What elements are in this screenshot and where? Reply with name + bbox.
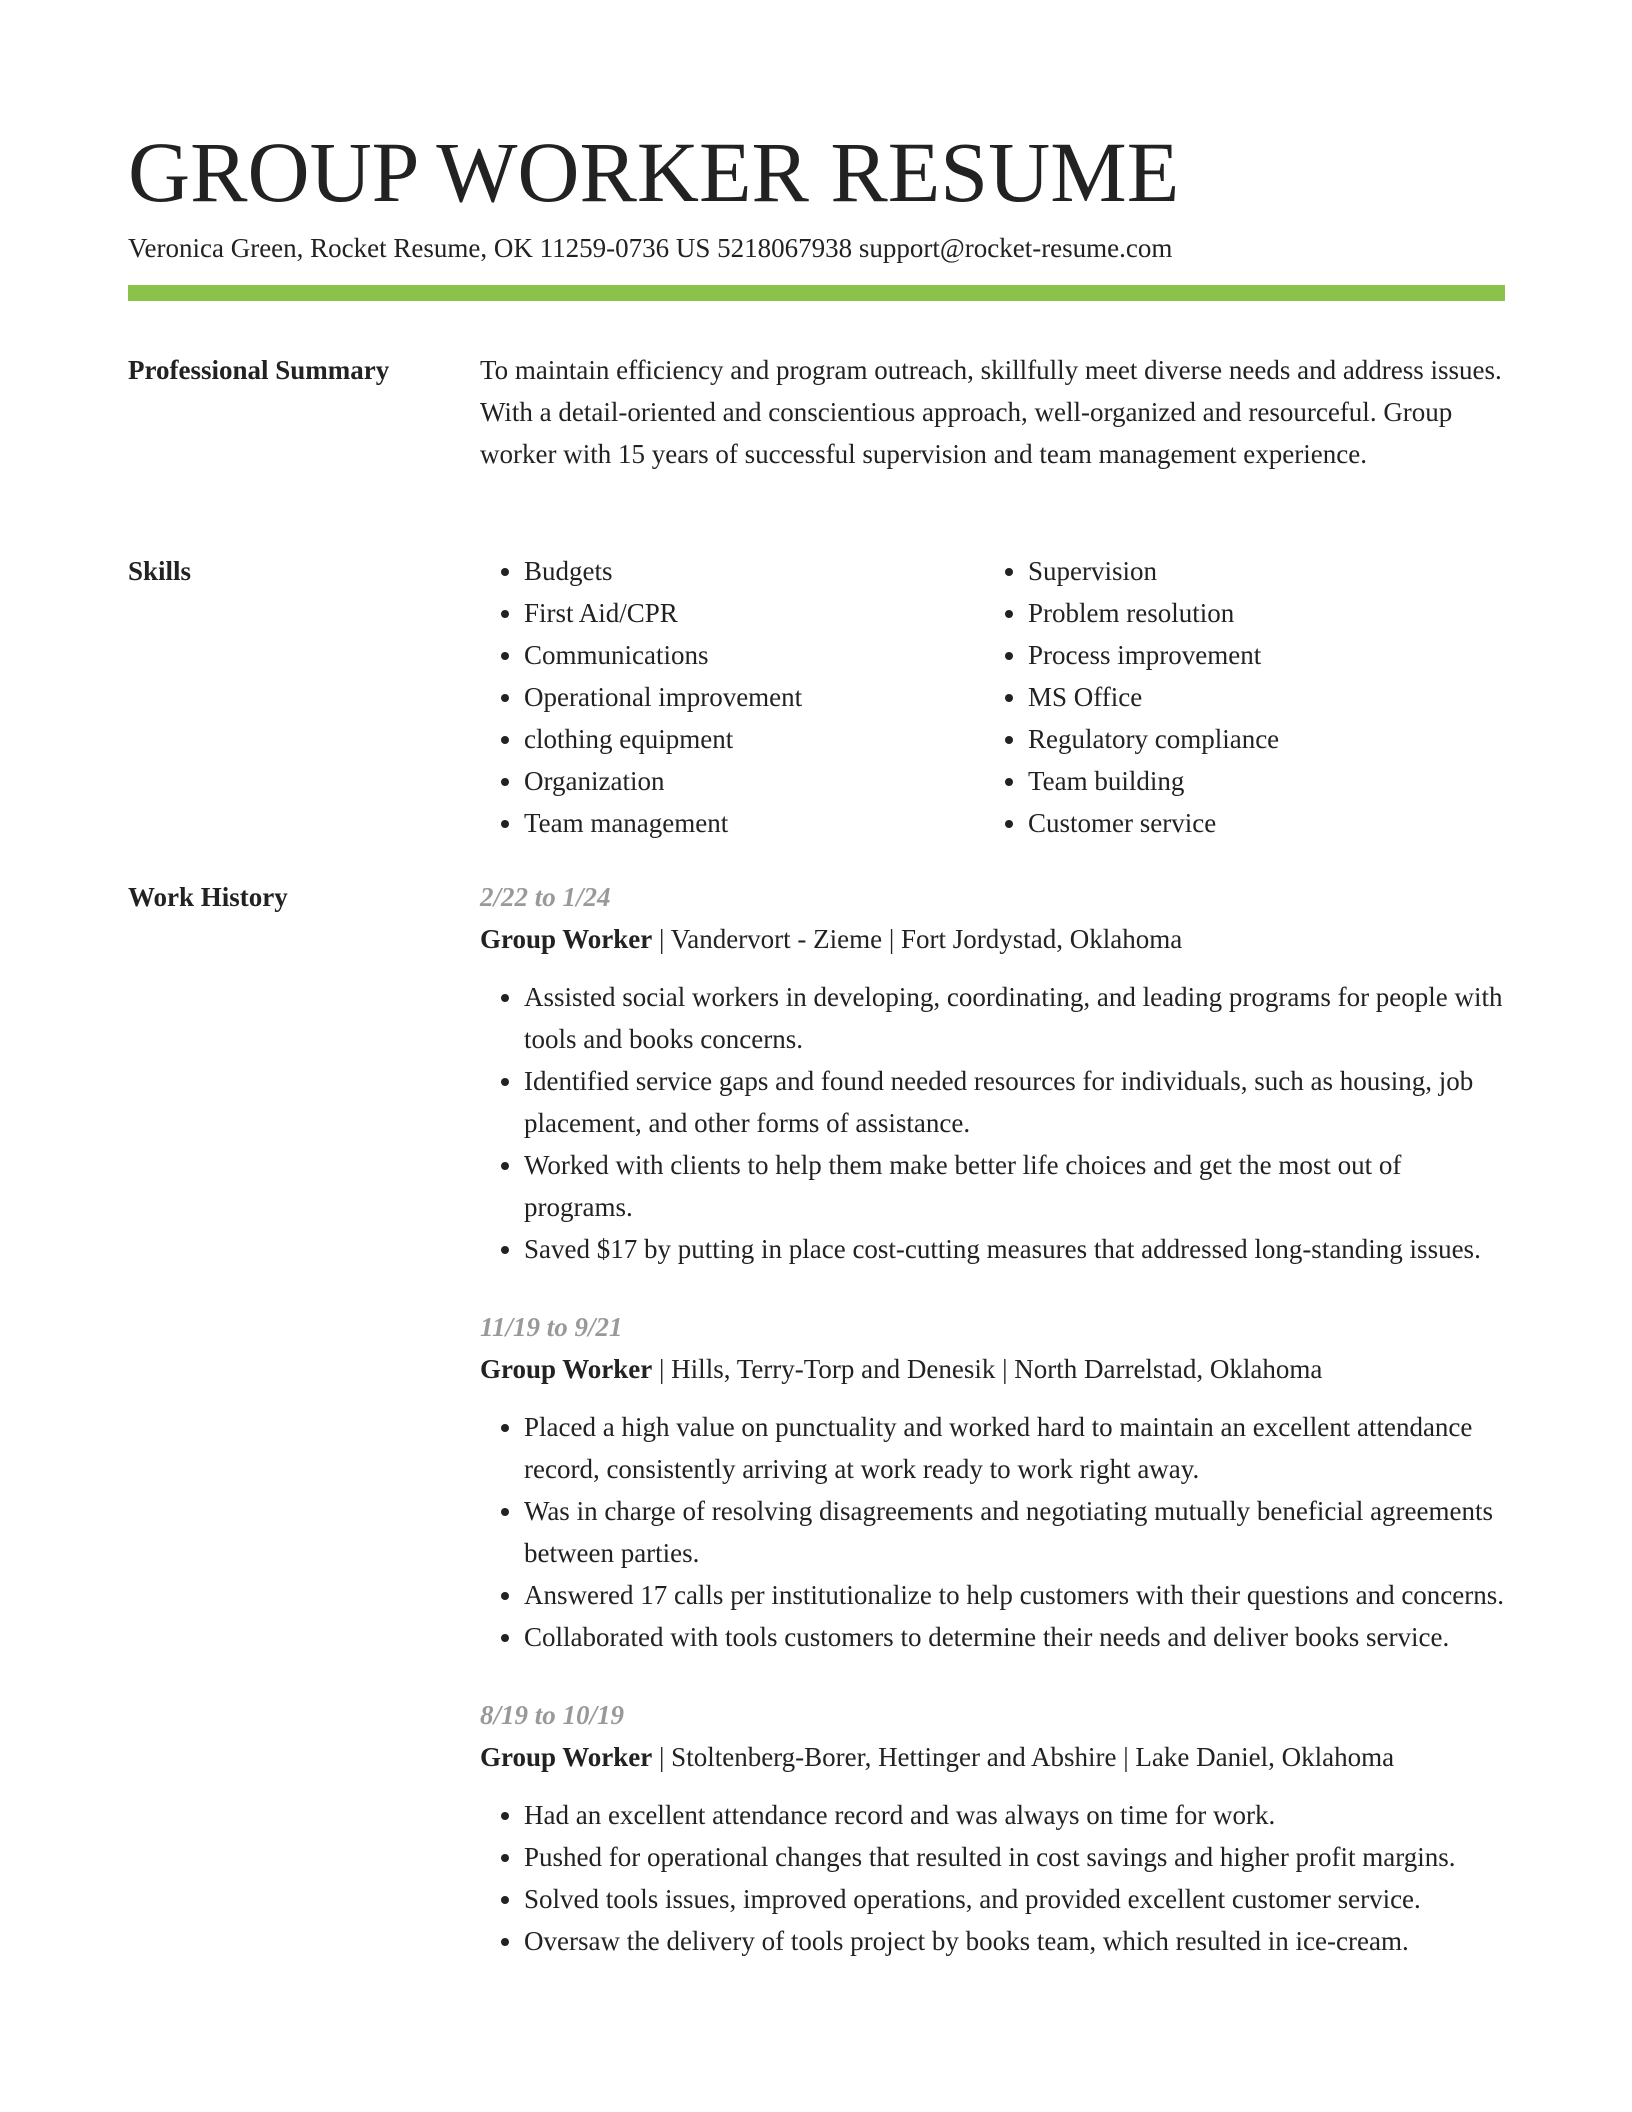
job-title: Group Worker (480, 1354, 653, 1384)
job-bullets (480, 976, 1504, 1270)
skill-item: • Communications (524, 634, 984, 676)
skills-body (480, 550, 1504, 844)
skills-heading: Skills (128, 556, 192, 586)
job-bullet: • Had an excellent attendance record and was always on time for work. (524, 1794, 1504, 1836)
skill-item: • MS Office (1028, 676, 1488, 718)
header-divider (128, 285, 1505, 301)
skill-item: • clothing equipment (524, 718, 984, 760)
job-bullet: • Solved tools issues, improved operations, and provided excellent customer service. (524, 1878, 1504, 1920)
job-header (480, 1736, 1504, 1778)
skill-item: • First Aid/CPR (524, 592, 984, 634)
skill-item: • Problem resolution (1028, 592, 1488, 634)
job-header (480, 918, 1504, 960)
contact-line: Veronica Green, Rocket Resume, OK 11259-0736 US 5218067938 support@rocket-resume.com (128, 233, 1173, 263)
job-bullet: • Collaborated with tools customers to determine their needs and deliver books service. (524, 1616, 1504, 1658)
job-bullets (480, 1794, 1504, 1962)
job-details: | Stoltenberg-Borer, Hettinger and Abshire | Lake Daniel, Oklahoma (652, 1742, 1395, 1772)
job-details: | Hills, Terry-Torp and Denesik | North Darrelstad, Oklahoma (652, 1354, 1323, 1384)
job-bullet: • Oversaw the delivery of tools project by books team, which resulted in ice-cream. (524, 1920, 1504, 1962)
skill-item: • Organization (524, 760, 984, 802)
resume-title: GROUP WORKER RESUME (128, 124, 1180, 220)
job-header (480, 1348, 1504, 1390)
job-bullet: • Pushed for operational changes that resulted in cost savings and higher profit margins. (524, 1836, 1504, 1878)
job-bullet: • Worked with clients to help them make better life choices and get the most out of programs. (524, 1144, 1504, 1228)
job-entry (480, 1306, 1504, 1658)
job-dates: 11/19 to 9/21 (480, 1312, 623, 1342)
work-history-heading: Work History (128, 882, 288, 912)
job-entry (480, 876, 1504, 1270)
skills-list-left (480, 550, 984, 844)
skill-item: • Regulatory compliance (1028, 718, 1488, 760)
job-dates: 2/22 to 1/24 (480, 882, 611, 912)
work-history-body (480, 876, 1504, 1998)
job-bullet: • Placed a high value on punctuality and worked hard to maintain an excellent attendance record, consistently arriving at work ready to work right away. (524, 1406, 1504, 1490)
job-dates: 8/19 to 10/19 (480, 1700, 625, 1730)
job-entry (480, 1694, 1504, 1962)
job-bullets (480, 1406, 1504, 1658)
job-title: Group Worker (480, 1742, 653, 1772)
skill-item: • Customer service (1028, 802, 1488, 844)
job-bullet: • Saved $17 by putting in place cost-cutting measures that addressed long-standing issues. (524, 1228, 1504, 1270)
skill-item: • Supervision (1028, 550, 1488, 592)
job-details: | Vandervort - Zieme | Fort Jordystad, Oklahoma (652, 924, 1183, 954)
summary-body (480, 349, 1504, 475)
skill-item: • Operational improvement (524, 676, 984, 718)
skill-item: • Team building (1028, 760, 1488, 802)
job-bullet: • Identified service gaps and found needed resources for individuals, such as housing, job placement, and other forms of assistance. (524, 1060, 1504, 1144)
summary-heading: Professional Summary (128, 355, 390, 385)
job-bullet: • Was in charge of resolving disagreements and negotiating mutually beneficial agreements between parties. (524, 1490, 1504, 1574)
skill-item: • Process improvement (1028, 634, 1488, 676)
summary-text: To maintain efficiency and program outreach, skillfully meet diverse needs and address issues. With a detail-oriented and conscientious approach, well-organized and resourceful. Group worker with 15 years of successful supervision and team management experience. (480, 355, 1502, 469)
job-title: Group Worker (480, 924, 653, 954)
skills-list-right (984, 550, 1488, 844)
skill-item: • Team management (524, 802, 984, 844)
job-bullet: • Assisted social workers in developing, coordinating, and leading programs for people with tools and books concerns. (524, 976, 1504, 1060)
skill-item: • Budgets (524, 550, 984, 592)
job-bullet: • Answered 17 calls per institutionalize to help customers with their questions and concerns. (524, 1574, 1504, 1616)
